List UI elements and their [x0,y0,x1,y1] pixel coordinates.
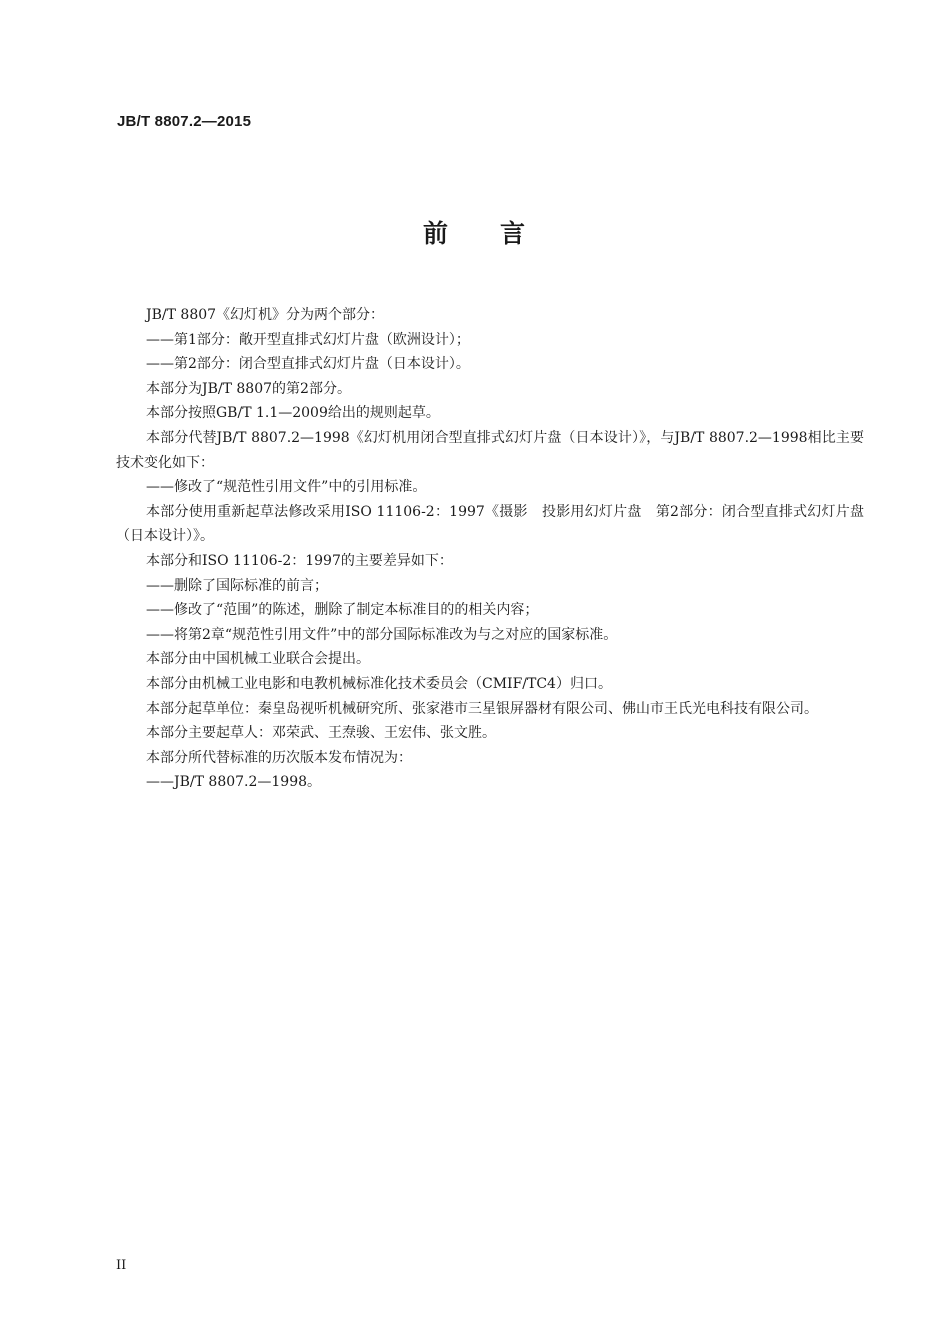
paragraph: ——将第2章“规范性引用文件”中的部分国际标准改为与之对应的国家标准。 [146,626,618,643]
paragraph: 本部分和ISO 11106-2：1997的主要差异如下： [146,552,453,569]
paragraph: ——第2部分：闭合型直排式幻灯片盘（日本设计）。 [146,356,470,373]
title-char-2: 言 [500,219,528,248]
paragraph: 本部分为JB/T 8807的第2部分。 [146,380,351,397]
page-number: II [116,1258,127,1273]
paragraph: 本部分使用重新起草法修改采用ISO 11106-2：1997《摄影 投影用幻灯片盘 第2部分：闭合型直排式幻灯片盘（日本设计）》。 [116,503,864,545]
paragraph: ——删除了国际标准的前言； [146,577,328,594]
page-title [0,214,950,250]
paragraph: 本部分按照GB/T 1.1—2009给出的规则起草。 [146,405,440,422]
title-char-1: 前 [422,219,450,248]
paragraph: ——修改了“规范性引用文件”中的引用标准。 [146,479,427,496]
foreword-body [116,303,864,795]
paragraph: ——JB/T 8807.2—1998。 [146,774,322,791]
paragraph: ——第1部分：敞开型直排式幻灯片盘（欧洲设计）； [146,331,470,348]
paragraph: 本部分代替JB/T 8807.2—1998《幻灯机用闭合型直排式幻灯片盘（日本设计）》，与JB/T 8807.2—1998相比主要技术变化如下： [116,429,864,471]
paragraph: ——修改了“范围”的陈述，删除了制定本标准目的的相关内容； [146,602,539,619]
paragraph: 本部分由机械工业电影和电教机械标准化技术委员会（CMIF/TC4）归口。 [146,675,612,692]
paragraph: 本部分主要起草人：邓荣武、王焘骏、王宏伟、张文胜。 [146,725,496,742]
paragraph: JB/T 8807《幻灯机》分为两个部分： [146,307,385,323]
paragraph: 本部分由中国机械工业联合会提出。 [146,651,370,668]
standard-code: JB/T 8807.2—2015 [117,113,252,130]
paragraph: 本部分所代替标准的历次版本发布情况为： [146,749,412,766]
paragraph: 本部分起草单位：秦皇岛视听机械研究所、张家港市三星银屏器材有限公司、佛山市王氏光电科技有限公司。 [146,700,818,717]
